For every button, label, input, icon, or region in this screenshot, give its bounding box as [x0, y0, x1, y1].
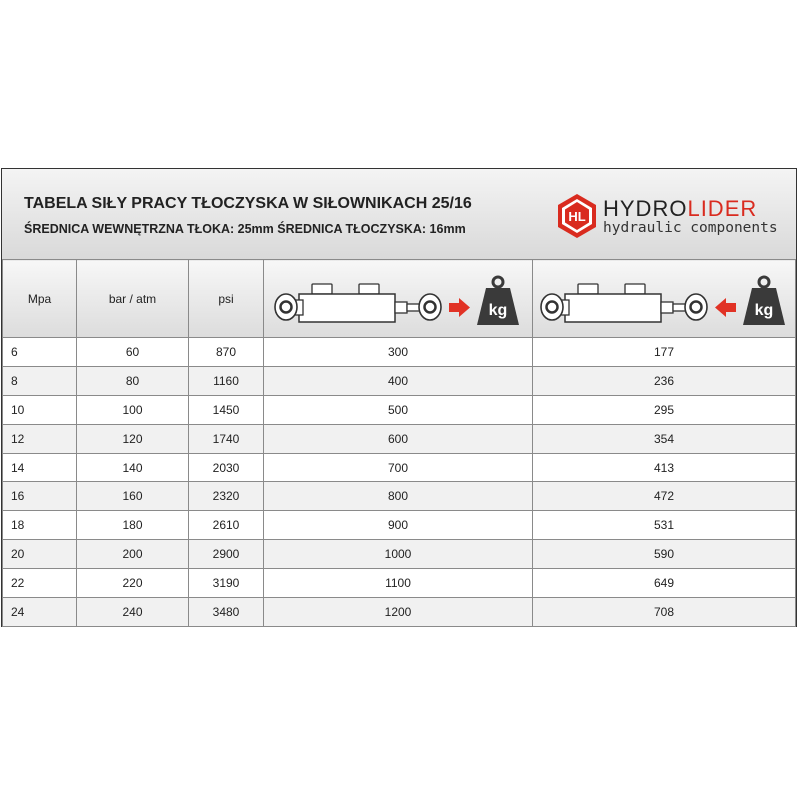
cell-pull-force: 649 [533, 569, 796, 598]
table-row [3, 338, 796, 367]
cell-pull-force: 295 [533, 395, 796, 424]
cell-bar: 100 [77, 395, 189, 424]
table-header-banner [2, 169, 796, 260]
push-arrow-icon [449, 298, 470, 317]
table-row [3, 395, 796, 424]
cell-psi: 1450 [189, 395, 264, 424]
table-row [3, 453, 796, 482]
cell-psi: 2900 [189, 540, 264, 569]
table-row [3, 569, 796, 598]
cell-mpa: 10 [3, 395, 77, 424]
brand-name-part2: LIDER [687, 196, 758, 221]
cell-push-force: 1000 [264, 540, 533, 569]
cell-mpa: 22 [3, 569, 77, 598]
cylinder-push-icon [273, 269, 523, 329]
cell-pull-force: 413 [533, 453, 796, 482]
cell-pull-force: 590 [533, 540, 796, 569]
col-header-push-force [264, 260, 533, 338]
logo-mark-text: HL [568, 209, 586, 224]
brand-name-part1: HYDRO [603, 196, 688, 221]
cell-push-force: 500 [264, 395, 533, 424]
cell-pull-force: 531 [533, 511, 796, 540]
force-table-sheet [1, 168, 797, 627]
table-head-row [3, 260, 796, 338]
cell-pull-force: 177 [533, 338, 796, 367]
cell-push-force: 700 [264, 453, 533, 482]
table-subtitle: ŚREDNICA WEWNĘTRZNA TŁOKA: 25mm ŚREDNICA TŁOCZYSKA: 16mm [24, 222, 466, 236]
cell-psi: 2320 [189, 482, 264, 511]
cell-psi: 870 [189, 338, 264, 367]
brand-tagline: hydraulic components [603, 220, 778, 236]
col-header-pull-force [533, 260, 796, 338]
hydrolider-logo [555, 191, 780, 241]
cell-push-force: 600 [264, 424, 533, 453]
cell-mpa: 16 [3, 482, 77, 511]
col-header-bar: bar / atm [77, 260, 189, 338]
cell-push-force: 900 [264, 511, 533, 540]
cell-psi: 3480 [189, 598, 264, 627]
cell-mpa: 14 [3, 453, 77, 482]
push-weight-label: kg [488, 301, 508, 319]
cell-psi: 1740 [189, 424, 264, 453]
cell-bar: 140 [77, 453, 189, 482]
table-row [3, 482, 796, 511]
cell-push-force: 800 [264, 482, 533, 511]
cell-push-force: 1100 [264, 569, 533, 598]
cell-mpa: 20 [3, 540, 77, 569]
cell-pull-force: 236 [533, 366, 796, 395]
cell-mpa: 6 [3, 338, 77, 367]
cell-psi: 3190 [189, 569, 264, 598]
cell-pull-force: 472 [533, 482, 796, 511]
cell-psi: 2610 [189, 511, 264, 540]
pull-arrow-icon [715, 298, 736, 317]
table-row [3, 424, 796, 453]
cell-pull-force: 354 [533, 424, 796, 453]
cell-bar: 60 [77, 338, 189, 367]
table-title: TABELA SIŁY PRACY TŁOCZYSKA W SIŁOWNIKACH 25/16 [24, 195, 472, 212]
table-row [3, 366, 796, 395]
cell-mpa: 8 [3, 366, 77, 395]
cell-bar: 80 [77, 366, 189, 395]
hexagon-logo-icon [555, 192, 599, 240]
cell-mpa: 12 [3, 424, 77, 453]
col-header-mpa: Mpa [3, 260, 77, 338]
cell-pull-force: 708 [533, 598, 796, 627]
cylinder-pull-icon [539, 269, 789, 329]
cell-bar: 200 [77, 540, 189, 569]
table-row [3, 598, 796, 627]
brand-name [603, 196, 757, 222]
cell-mpa: 24 [3, 598, 77, 627]
force-table [2, 259, 796, 627]
cell-push-force: 300 [264, 338, 533, 367]
cell-bar: 180 [77, 511, 189, 540]
table-row [3, 540, 796, 569]
cell-push-force: 1200 [264, 598, 533, 627]
cell-bar: 240 [77, 598, 189, 627]
cell-mpa: 18 [3, 511, 77, 540]
col-header-psi: psi [189, 260, 264, 338]
table-row [3, 511, 796, 540]
cell-bar: 160 [77, 482, 189, 511]
cell-bar: 120 [77, 424, 189, 453]
cell-push-force: 400 [264, 366, 533, 395]
cell-psi: 2030 [189, 453, 264, 482]
cell-bar: 220 [77, 569, 189, 598]
pull-weight-label: kg [754, 301, 774, 319]
cell-psi: 1160 [189, 366, 264, 395]
